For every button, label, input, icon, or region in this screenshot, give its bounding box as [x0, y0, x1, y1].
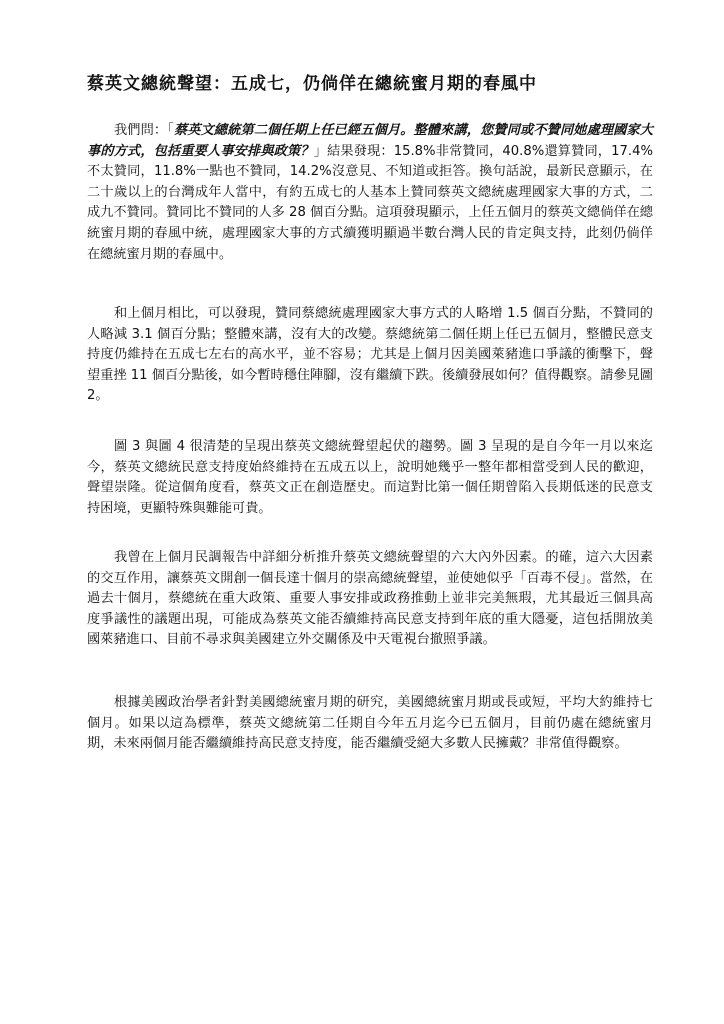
- survey-result: 」結果發現：15.8%非常贊同，40.8%還算贊同，17.4%不太贊同，11.8%一點也不贊同，14.2%沒意見、不知道或拒答。換句話說，最新民意顯示，在二十歲以上的台灣成年人當中，有約五成七的人基本上贊同蔡英文總統處理國家大事的方式，二成九不贊同。贊同比不贊同的人多 28 個百分點。這項發現顯示，上任五個月的蔡英文總倘佯在總統蜜月期的春風中統，處理國家大事的方式續獲明顯過半數台灣人民的肯定與支持，此刻仍倘佯在總統蜜月期的春風中。: [87, 143, 654, 262]
- survey-question: 蔡英文總統第二個任期上任已經五個月。整體來講，您贊同或不贊同她處理國家大事的方式，包括重要人事安排與政策？: [87, 123, 653, 159]
- quote-open: 我們問：「: [114, 123, 174, 138]
- paragraph-monthly-comparison: 和上個月相比，可以發現，贊同蔡總統處理國家大事方式的人略增 1.5 個百分點，不贊同的人略減 3.1 個百分點；整體來講，沒有大的改變。蔡總統第二個任期上任已五個月，整體民意支持度仍維持在五成七左右的高水平，並不容易；尤其是上個月因美國萊豬進口爭議的衝擊下，聲望重挫 11 個百分點後，如今暫時穩住陣腳，沒有繼續下跌。後續發展如何？值得觀察。請參見圖 2。: [87, 306, 653, 404]
- paragraph-trend: 圖 3 與圖 4 很清楚的呈現出蔡英文總統聲望起伏的趨勢。圖 3 呈現的是自今年一月以來迄今，蔡英文總統民意支持度始終維持在五成五以上，說明她幾乎一整年都相當受到人民的歡迎，聲望崇隆。從這個角度看，蔡英文正在創造歷史。而這對比第一個任期曾陷入長期低迷的民意支持困境，更顯特殊與難能可貴。: [87, 439, 653, 516]
- paragraph-honeymoon: 根據美國政治學者針對美國總統蜜月期的研究，美國總統蜜月期或長或短，平均大約維持七個月。如果以這為標準，蔡英文總統第二任期自今年五月迄今已五個月，目前仍處在總統蜜月期，未來兩個月能否繼續維持高民意支持度，能否繼續受絕大多數人民擁戴？非常值得觀察。: [87, 695, 653, 752]
- paragraph-factors: 我曾在上個月民調報告中詳細分析推升蔡英文總統聲望的六大內外因素。的確，這六大因素的交互作用，讓蔡英文開創一個長達十個月的崇高總統聲望，並使她似乎「百毒不侵」。當然，在過去十個月，蔡總統在重大政策、重要人事安排或政務推動上並非完美無瑕，尤其最近三個具高度爭議性的議題出現，可能成為蔡英文能否續維持高民意支持到年底的重大隱憂，這包括開放美國萊豬進口、目前不尋求與美國建立外交關係及中天電視台撤照爭議。: [87, 550, 653, 648]
- paragraph-survey-question: [87, 121, 653, 265]
- document-title: 蔡英文總統聲望：五成七，仍倘佯在總統蜜月期的春風中: [87, 74, 537, 94]
